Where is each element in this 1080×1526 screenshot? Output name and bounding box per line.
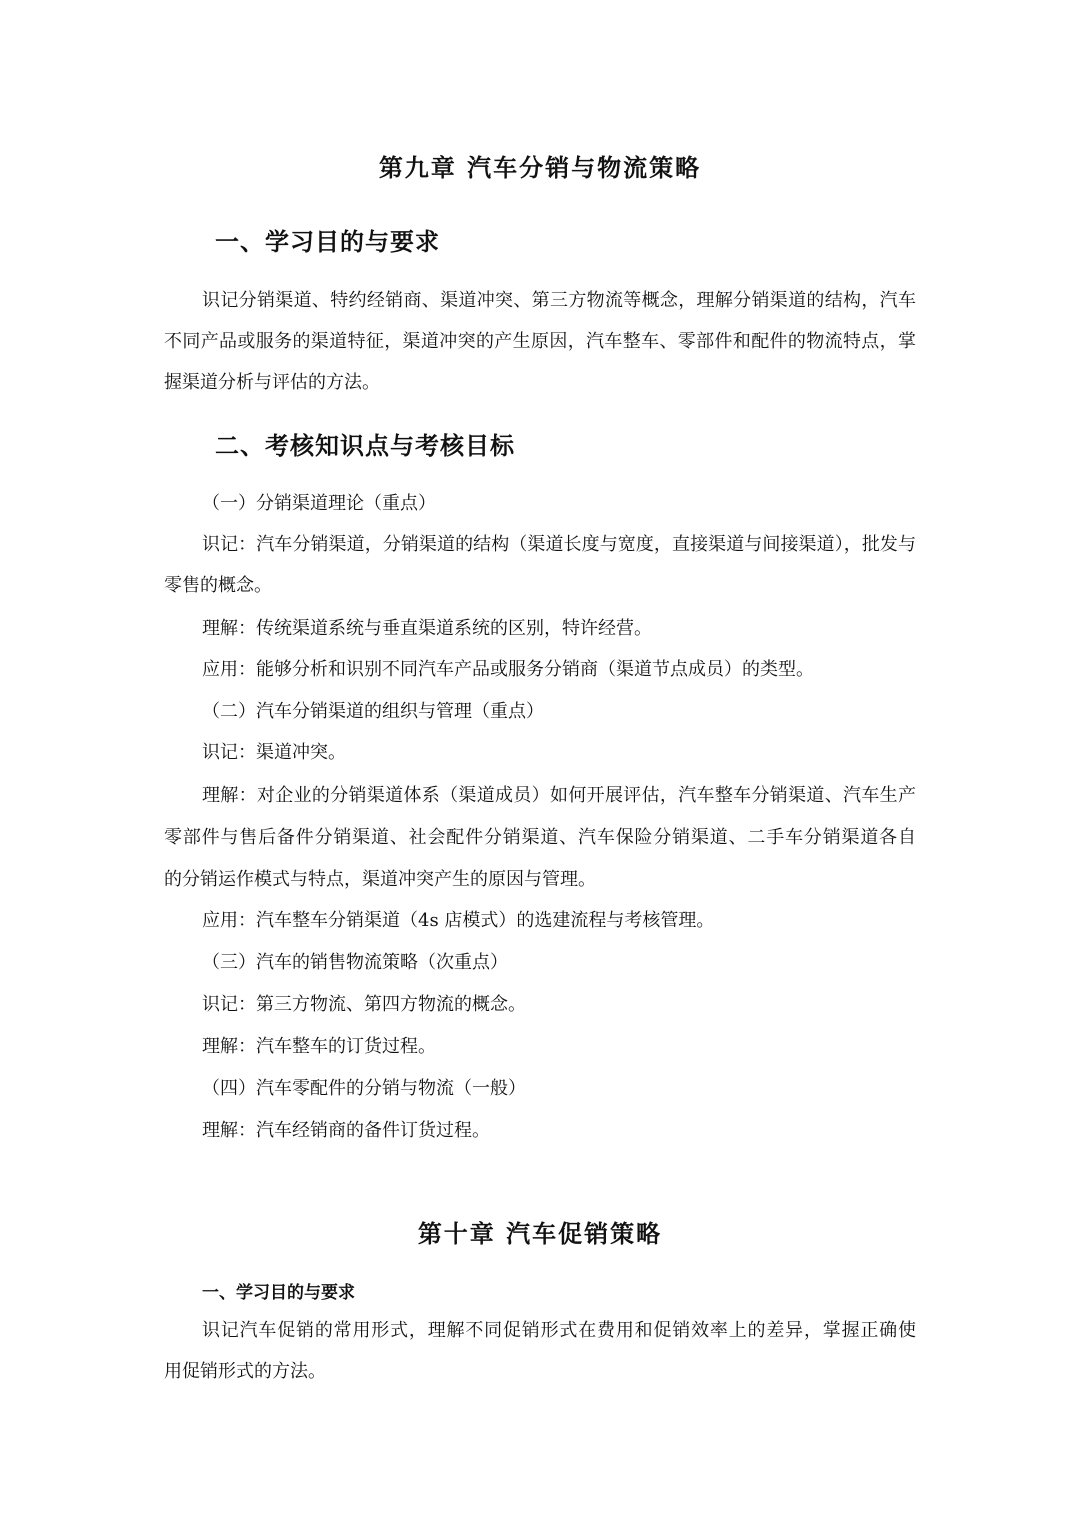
ch9-p2-line-1: 识记：汽车分销渠道，分销渠道的结构（渠道长度与宽度，直接渠道与间接渠道），批发与 <box>202 534 916 555</box>
ch9-p7-line-2: 零部件与售后备件分销渠道、社会配件分销渠道、汽车保险分销渠道、二手车分销渠道各自 <box>164 827 916 848</box>
ch9-sec1-line-3: 握渠道分析与评估的方法。 <box>164 372 380 393</box>
ch10-sec1-line-2: 用促销形式的方法。 <box>164 1361 326 1382</box>
ch9-p13: 理解：汽车经销商的备件订货过程。 <box>202 1120 490 1141</box>
ch9-p10: 识记：第三方物流、第四方物流的概念。 <box>202 994 526 1015</box>
ch9-p3: 理解：传统渠道系统与垂直渠道系统的区别，特许经营。 <box>202 618 652 639</box>
ch9-p2-line-2: 零售的概念。 <box>164 575 272 596</box>
ch9-p8: 应用：汽车整车分销渠道（4s 店模式）的选建流程与考核管理。 <box>202 910 715 931</box>
ch9-p4: 应用：能够分析和识别不同汽车产品或服务分销商（渠道节点成员）的类型。 <box>202 659 814 680</box>
chapter-10-title: 第十章 汽车促销策略 <box>417 1220 663 1248</box>
ch9-subsection-1: （一）分销渠道理论（重点） <box>202 493 436 514</box>
ch9-section-2-title: 二、考核知识点与考核目标 <box>215 432 515 460</box>
ch9-subsection-3: （三）汽车的销售物流策略（次重点） <box>202 952 508 973</box>
ch9-sec1-line-1: 识记分销渠道、特约经销商、渠道冲突、第三方物流等概念，理解分销渠道的结构，汽车 <box>202 290 916 311</box>
ch9-subsection-2: （二）汽车分销渠道的组织与管理（重点） <box>202 701 544 722</box>
chapter-9-title: 第九章 汽车分销与物流策略 <box>378 154 702 182</box>
ch10-section-1-title: 一、学习目的与要求 <box>202 1283 355 1303</box>
ch9-p7-line-3: 的分销运作模式与特点，渠道冲突产生的原因与管理。 <box>164 869 596 890</box>
ch9-section-1-title: 一、学习目的与要求 <box>215 228 440 256</box>
ch9-p6: 识记：渠道冲突。 <box>202 742 346 763</box>
ch9-sec1-line-2: 不同产品或服务的渠道特征，渠道冲突的产生原因，汽车整车、零部件和配件的物流特点，掌 <box>164 331 916 352</box>
ch10-sec1-line-1: 识记汽车促销的常用形式，理解不同促销形式在费用和促销效率上的差异，掌握正确使 <box>202 1320 916 1341</box>
ch9-p11: 理解：汽车整车的订货过程。 <box>202 1036 436 1057</box>
ch9-p7-line-1: 理解：对企业的分销渠道体系（渠道成员）如何开展评估，汽车整车分销渠道、汽车生产 <box>202 785 916 806</box>
ch9-subsection-4: （四）汽车零配件的分销与物流（一般） <box>202 1078 526 1099</box>
